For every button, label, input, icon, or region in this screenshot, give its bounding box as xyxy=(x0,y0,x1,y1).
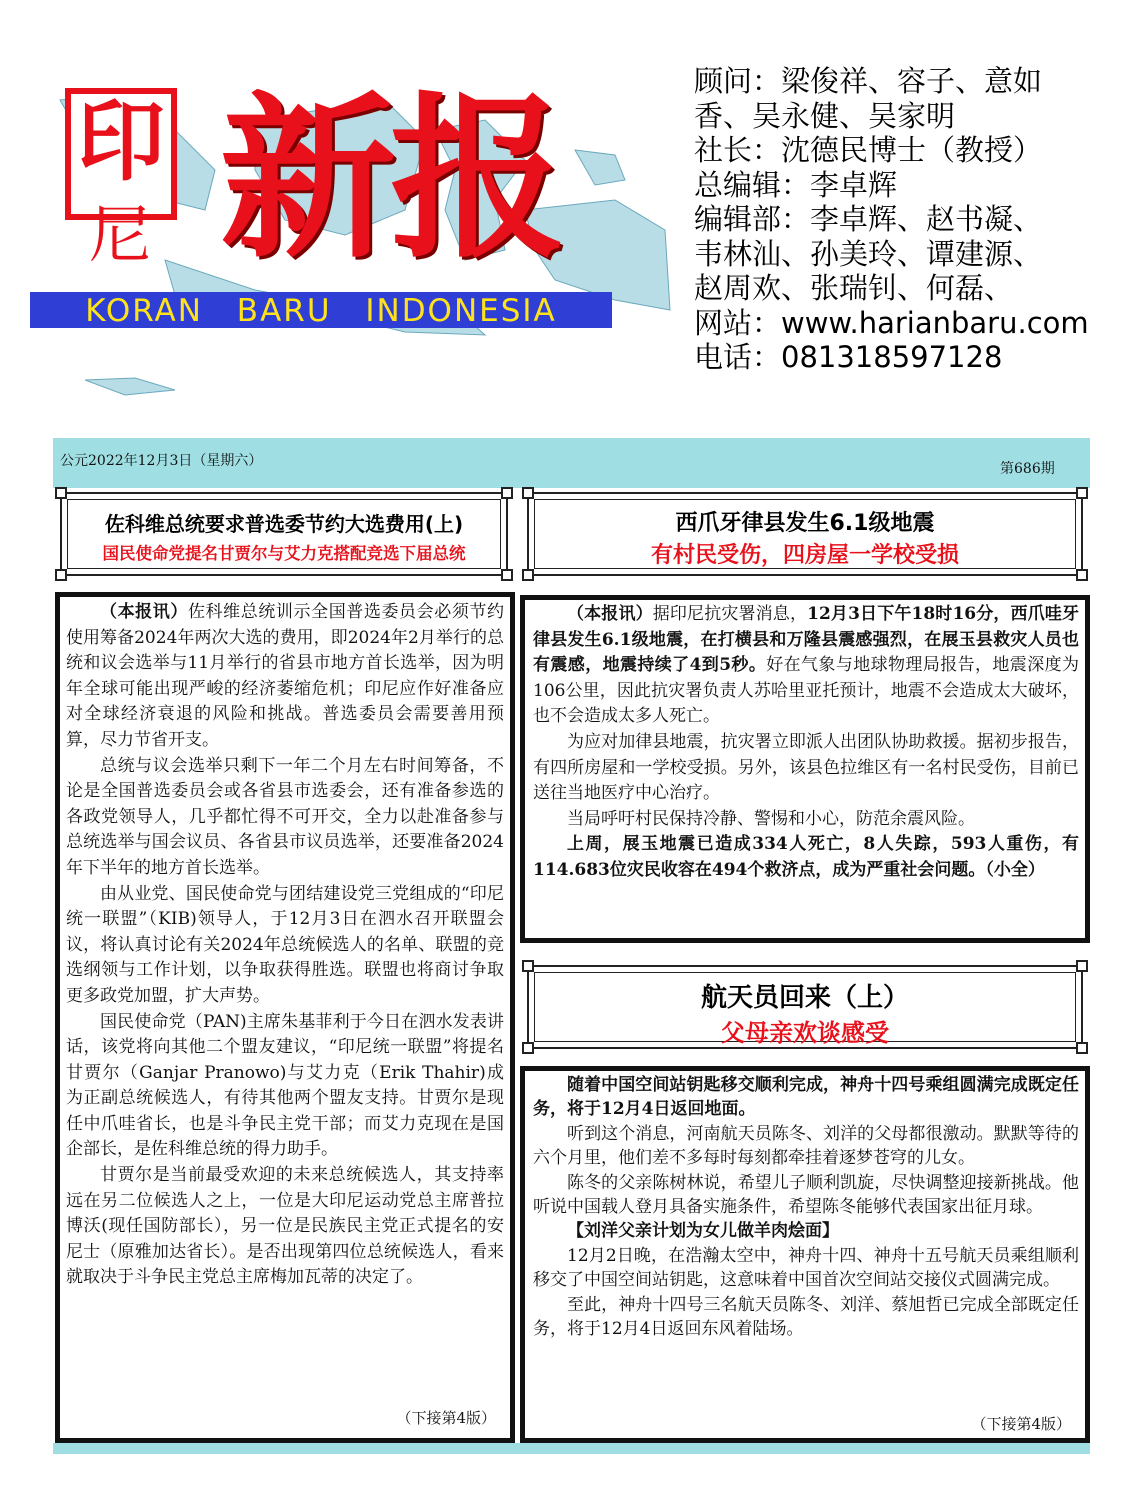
frame-corner xyxy=(1076,569,1088,581)
staff-line: 总编辑：李卓辉 xyxy=(694,167,898,202)
right-top-headline: 西爪牙律县发生6.1级地震 xyxy=(675,511,935,536)
source-tag: （本报讯） xyxy=(100,602,188,622)
bottom-bar xyxy=(53,1443,1090,1454)
left-headline-box xyxy=(60,492,508,576)
right-bottom-subheadline: 父母亲欢谈感受 xyxy=(721,1019,889,1047)
article-lead-bold: 12月3日下午18时16分，西爪哇牙律县发生6.1级地震，在打横县和万隆县震感强烈，在展玉县救灾人员也有震感，地震持续了4到5秒。 xyxy=(533,604,1080,676)
staff-phone: 电话：081318597128 xyxy=(694,340,1003,374)
logo-subtitle: KORAN BARU INDONESIA xyxy=(85,293,557,329)
frame-corner xyxy=(501,569,513,581)
frame-corner xyxy=(522,569,534,581)
article-subhead: 【刘洋父亲计划为女儿做羊肉烩面】 xyxy=(567,1221,839,1242)
frame-corner xyxy=(55,569,67,581)
article-paragraph: 当局呼吁村民保持冷静、警惕和小心，防范余震风险。 xyxy=(567,808,975,829)
article-paragraph-bold: 上周，展玉地震已造成334人死亡，8人失踪，593人重伤，有114.683位灾民收容在494个救济点，成为严重社会问题。（小全） xyxy=(533,834,1079,880)
frame-corner xyxy=(55,487,67,499)
logo-xinbao: 新报 xyxy=(220,77,561,282)
right-bottom-headline-box xyxy=(527,965,1083,1049)
right-top-article-body xyxy=(533,602,1079,884)
left-subheadline: 国民使命党提名甘贾尔与艾力克搭配竞选下届总统 xyxy=(102,544,466,563)
staff-line: 赵周欢、张瑞钊、何磊、 xyxy=(694,271,1014,305)
article-paragraph: 由从业党、国民使命党与团结建设党三党组成的“印尼统一联盟”（KIB)领导人，于12月3日在泗水召开联盟会议，将认真讨论有关2024年总统候选人的名单、联盟的竞选纲领与工作计划，以争取获得胜选。联盟也将商讨争取更多政党加盟，扩大声势。 xyxy=(66,883,504,1006)
article-lead-bold: 随着中国空间站钥匙移交顺利完成，神舟十四号乘组圆满完成既定任务，将于12月4日返回地面。 xyxy=(533,1075,1079,1120)
issue-number: 第686期 xyxy=(1000,461,1055,477)
staff-line: 顾问：梁俊祥、容子、意如 xyxy=(694,64,1043,98)
staff-line: 社长：沈德民博士（教授） xyxy=(694,133,1043,167)
staff-website: 网站：www.harianbaru.com xyxy=(694,305,1089,340)
publish-date: 公元2022年12月3日（星期六） xyxy=(60,453,263,469)
left-article-body xyxy=(66,600,504,1291)
article-paragraph: 至此，神舟十四号三名航天员陈冬、刘洋、蔡旭哲已完成全部既定任务，将于12月4日返回东风着陆场。 xyxy=(533,1294,1079,1340)
staff-line: 编辑部：李卓辉、赵书凝、 xyxy=(694,202,1043,236)
staff-line: 韦林汕、孙美玲、谭建源、 xyxy=(694,236,1043,271)
logo-yin: 印 xyxy=(76,90,165,193)
article-lead-rest: 好在气象与地球物理局报告，地震深度为106公里，因此抗灾署负责人苏哈里亚托预计，地震不会造成太大破坏，也不会造成太多人死亡。 xyxy=(533,655,1079,727)
frame-corner xyxy=(1076,960,1088,972)
right-bottom-article-body xyxy=(533,1073,1079,1341)
staff-list xyxy=(694,64,1134,375)
article-paragraph: 陈冬的父亲陈树林说，希望儿子顺利凯旋，尽快调整迎接新挑战。他听说中国载人登月具备实施条件，希望陈冬能够代表国家出征月球。 xyxy=(533,1172,1079,1218)
left-headline: 佐科维总统要求普选委节约大选费用(上) xyxy=(104,512,464,536)
continued-note: （下接第4版） xyxy=(396,1409,496,1427)
article-paragraph: 佐科维总统训示全国普选委员会必须节约使用筹备2024年两次大选的费用，即2024年2月举行的总统和议会选举与11月举行的省县市地方首长选举，因为明年全球可能出现严峻的经济萎缩危机；印尼应作好准备应对全球经济衰退的风险和挑战。普选委员会需要善用预算，尽力节省开支。 xyxy=(66,602,505,750)
frame-corner xyxy=(1076,487,1088,499)
staff-line: 香、吴永健、吴家明 xyxy=(694,98,956,133)
continued-note: （下接第4版） xyxy=(971,1415,1071,1433)
article-paragraph: 12月2日晚，在浩瀚太空中，神舟十四、神舟十五号航天员乘组顺利移交了中国空间站钥匙，这意味着中国首次空间站交接仪式圆满完成。 xyxy=(533,1245,1079,1291)
frame-corner xyxy=(522,487,534,499)
right-bottom-article-box xyxy=(520,1066,1090,1443)
right-bottom-headline: 航天员回来（上） xyxy=(700,983,909,1013)
article-paragraph: 总统与议会选举只剩下一年二个月左右时间筹备，不论是全国普选委员会或各省县市选委会，还有准备参选的各政党领导人，几乎都忙得不可开交，全力以赴准备参与总统选举与国会议员、各省县市议员选举，还要准备2024年下半年的地方首长选举。 xyxy=(66,755,504,878)
right-top-subheadline: 有村民受伤，四房屋一学校受损 xyxy=(650,543,959,568)
frame-corner xyxy=(522,960,534,972)
article-lead: 据印尼抗灾署消息， xyxy=(652,604,808,624)
left-article-box xyxy=(55,592,515,1443)
article-paragraph: 为应对加律县地震，抗灾署立即派人出团队协助救援。据初步报告，有四所房屋和一学校受损。另外，该县色拉维区有一名村民受伤，目前已送往当地医疗中心治疗。 xyxy=(533,731,1079,804)
source-tag: （本报讯） xyxy=(567,604,653,624)
article-paragraph: 国民使命党（PAN)主席朱基菲利于今日在泗水发表讲话，该党将向其他二个盟友建议，“印尼统一联盟”将提名甘贾尔（Ganjar Pranowo)与艾力克（Erik Thahir)成为正副总统候选人，有待其他两个盟友支持。甘贾尔是现任中爪哇省长，也是斗争民主党干部；而艾力克现在是国企部长，是佐科维总统的得力助手。 xyxy=(66,1011,504,1160)
frame-corner xyxy=(501,487,513,499)
article-paragraph: 甘贾尔是当前最受欢迎的未来总统候选人，其支持率远在另二位候选人之上，一位是大印尼运动党总主席普拉博沃(现任国防部长），另一位是民族民主党正式提名的安尼士（原雅加达省长）。是否出现第四位总统候选人，看来就取决于斗争民主党总主席梅加瓦蒂的决定了。 xyxy=(66,1165,504,1288)
right-top-article-box xyxy=(520,595,1090,943)
right-top-headline-box xyxy=(527,492,1083,576)
article-paragraph: 听到这个消息，河南航天员陈冬、刘洋的父母都很激动。默默等待的六个月里，他们差不多每时每刻都牵挂着逐梦苍穹的儿女。 xyxy=(533,1123,1079,1169)
logo-ni: 尼 xyxy=(88,198,151,271)
